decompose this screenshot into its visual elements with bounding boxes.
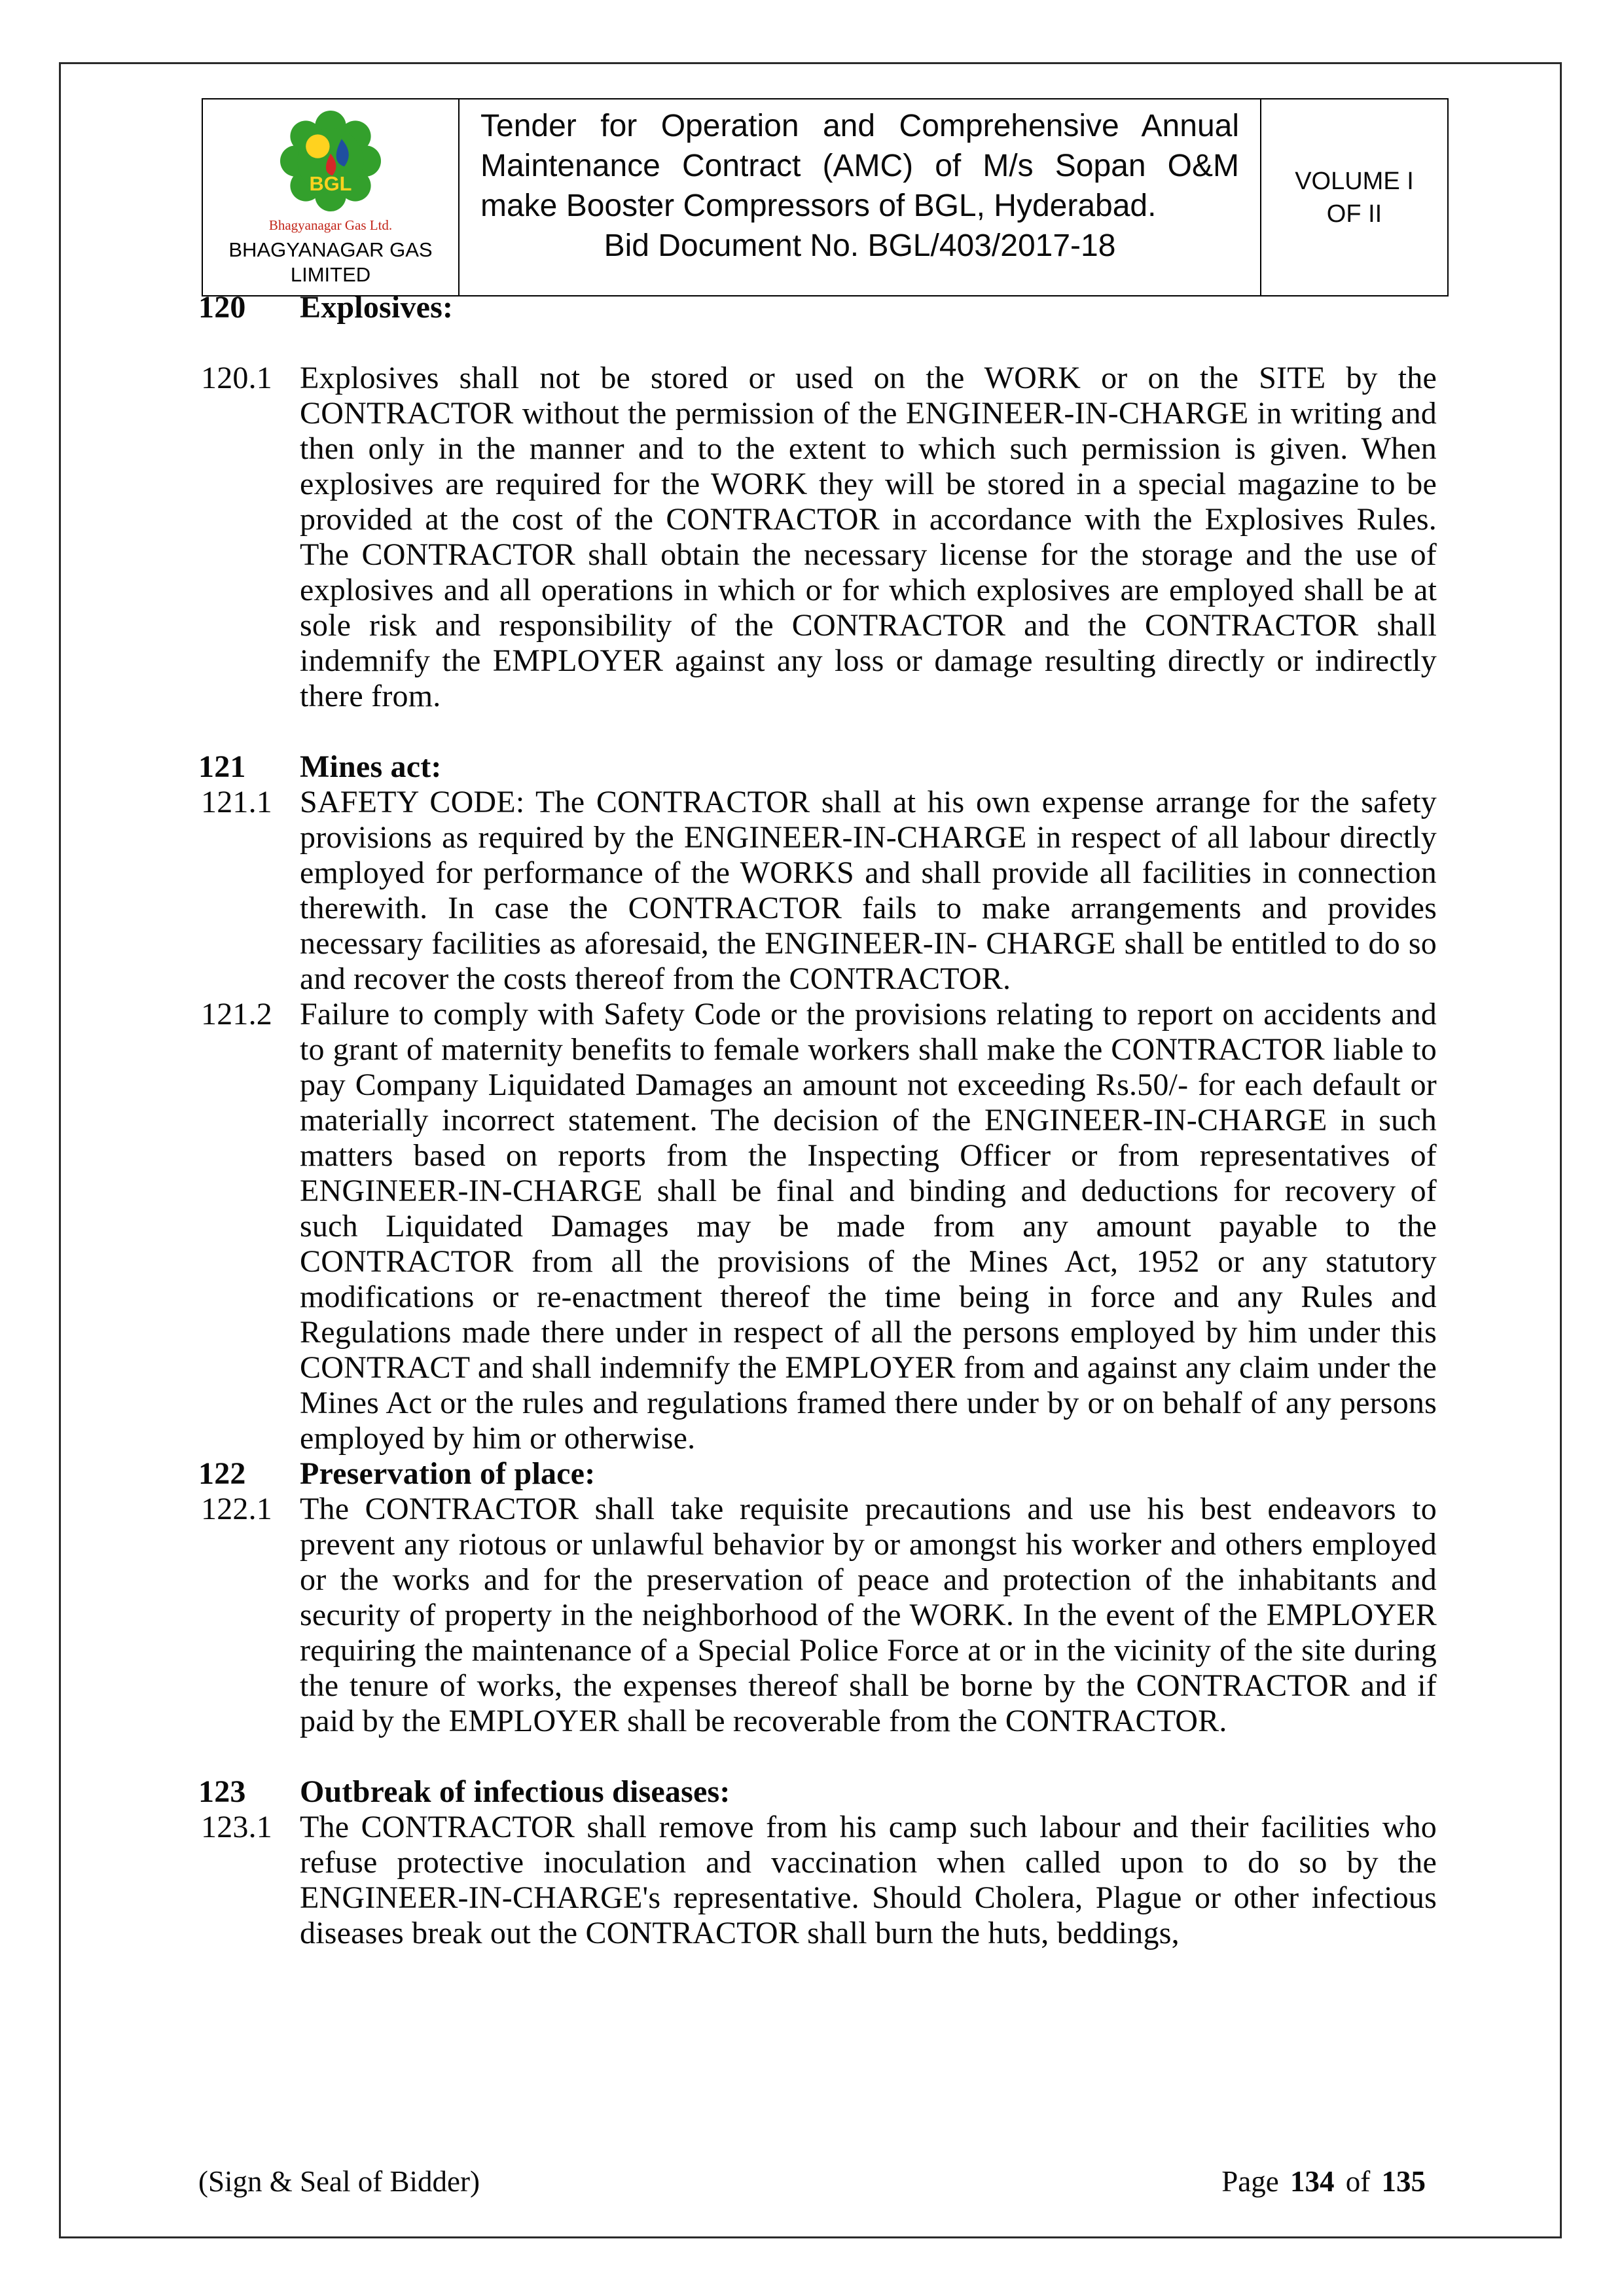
- logo-caption: Bhagyanagar Gas Ltd.: [268, 217, 393, 233]
- document-body: [198, 290, 1437, 1951]
- logo-cell: [203, 99, 460, 295]
- paragraph-number: 121.2: [201, 997, 272, 1031]
- of-label: of: [1345, 2165, 1371, 2198]
- paragraph-text: Explosives shall not be stored or used on the WORK or on the SITE by the CONTRACTOR without the permission of the ENGINEER-IN-CHARGE in writing and then only in the manner and to the extent to which such permission is given. When explosives are required for the WORK they will be stored in a special magazine to be provided at the cost of the CONTRACTOR in accordance with the Explosives Rules. The CONTRACTOR shall obtain the necessary license for the storage and the use of explosives and all operations in which or for which explosives are employed shall be at sole risk and responsibility of the CONTRACTOR and the CONTRACTOR shall indemnify the EMPLOYER against any loss or damage resulting directly or indirectly there from.: [300, 361, 1437, 713]
- section-title: Explosives:: [300, 290, 454, 325]
- section-number: 122: [198, 1456, 246, 1491]
- paragraph-number: 122.1: [201, 1492, 272, 1526]
- paragraph-text: The CONTRACTOR shall take requisite precautions and use his best endeavors to prevent any riotous or unlawful behavior by or amongst his worker and others employed or the works and for the preservation of peace and protection of the inhabitants and security of property in the neighborhood of the WORK. In the event of the EMPLOYER requiring the maintenance of a Special Police Force at or in the vicinity of the site during the tenure of works, the expenses thereof shall be borne by the CONTRACTOR and if paid by the EMPLOYER shall be recoverable from the CONTRACTOR.: [300, 1492, 1437, 1738]
- volume-line-1: VOLUME I: [1295, 167, 1414, 195]
- section-title: Mines act:: [300, 749, 442, 784]
- document-header: [202, 98, 1449, 296]
- spacer: [198, 325, 1437, 361]
- spacer: [198, 714, 1437, 749]
- page-number: [1218, 2164, 1426, 2198]
- paragraph-number: 123.1: [201, 1810, 272, 1844]
- paragraph-120-1: [198, 361, 1437, 714]
- paragraph-number: 120.1: [201, 361, 272, 395]
- section-heading-120: [198, 290, 1437, 325]
- document-title: Tender for Operation and Comprehensive Annual Maintenance Contract (AMC) of M/s Sopan O&M make Booster Compressors of BGL, Hyderabad.: [480, 109, 1239, 223]
- section-title: Preservation of place:: [300, 1456, 596, 1491]
- page-total: 135: [1381, 2165, 1426, 2198]
- sign-seal-label: (Sign & Seal of Bidder): [198, 2165, 480, 2198]
- volume-cell: [1260, 99, 1447, 295]
- volume-line-2: OF II: [1326, 200, 1382, 228]
- section-number: 120: [198, 290, 246, 325]
- paragraph-text: Failure to comply with Safety Code or the provisions relating to report on accidents and to grant of maternity benefits to female workers shall make the CONTRACTOR liable to pay Company Liquidated Damages an amount not exceeding Rs.50/- for each default or materially incorrect statement. The decision of the ENGINEER-IN-CHARGE in such matters based on reports from the Inspecting Officer or from representatives of ENGINEER-IN-CHARGE shall be final and binding and deductions for recovery of such Liquidated Damages may be made from any amount payable to the CONTRACTOR from all the provisions of the Mines Act, 1952 or any statutory modifications or re-enactment thereof the time being in force and any Rules and Regulations made there under in respect of all the persons employed by him under this CONTRACT and shall indemnify the EMPLOYER from and against any claim under the Mines Act or the rules and regulations framed there under by or on behalf of any persons employed by him or otherwise.: [300, 997, 1437, 1456]
- bgl-logo-icon: [276, 106, 386, 216]
- page-border: [59, 62, 1562, 2238]
- page-current: 134: [1290, 2165, 1335, 2198]
- org-name: BHAGYANAGAR GAS LIMITED: [228, 238, 433, 286]
- section-title: Outbreak of infectious diseases:: [300, 1774, 731, 1809]
- paragraph-122-1: [198, 1492, 1437, 1739]
- page-label: Page: [1221, 2165, 1279, 2198]
- logo-acronym-text: BGL: [309, 171, 352, 195]
- section-heading-121: [198, 749, 1437, 785]
- spacer: [198, 1739, 1437, 1774]
- paragraph-123-1: [198, 1810, 1437, 1951]
- section-number: 123: [198, 1774, 246, 1809]
- section-number: 121: [198, 749, 246, 784]
- section-heading-122: [198, 1456, 1437, 1492]
- title-cell: [460, 99, 1260, 295]
- paragraph-number: 121.1: [201, 785, 272, 819]
- section-heading-123: [198, 1774, 1437, 1810]
- bid-document-number: Bid Document No. BGL/403/2017-18: [604, 228, 1116, 263]
- paragraph-121-1: [198, 785, 1437, 997]
- page-footer: [198, 2164, 1426, 2198]
- paragraph-text: SAFETY CODE: The CONTRACTOR shall at his own expense arrange for the safety provisions as required by the ENGINEER-IN-CHARGE in respect of all labour directly employed for performance of the WORKS and shall provide all facilities in connection therewith. In case the CONTRACTOR fails to make arrangements and provides necessary facilities as aforesaid, the ENGINEER-IN- CHARGE shall be entitled to do so and recover the costs thereof from the CONTRACTOR.: [300, 785, 1437, 996]
- paragraph-121-2: [198, 997, 1437, 1456]
- paragraph-text: The CONTRACTOR shall remove from his camp such labour and their facilities who refuse protective inoculation and vaccination when called upon to do so by the ENGINEER-IN-CHARGE's representative. Should Cholera, Plague or other infectious diseases break out the CONTRACTOR shall burn the huts, beddings,: [300, 1810, 1437, 1950]
